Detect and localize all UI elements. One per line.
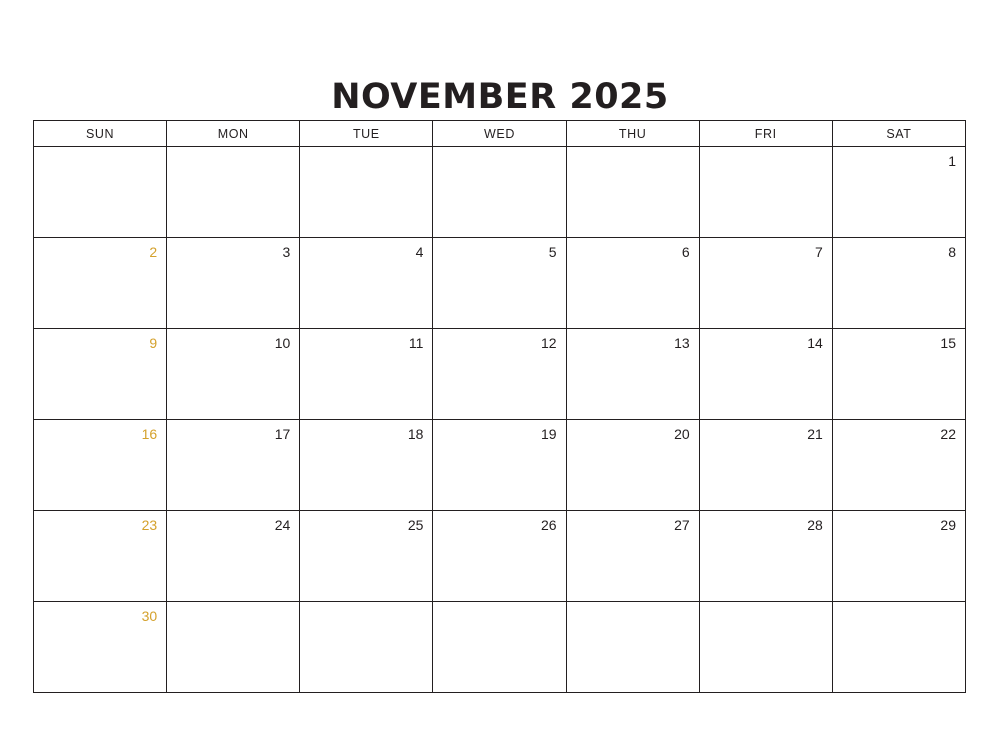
- week-row: [34, 602, 966, 693]
- day-cell[interactable]: [433, 602, 566, 693]
- day-number: 19: [540, 426, 557, 442]
- day-number: 12: [540, 335, 557, 351]
- day-cell[interactable]: [700, 602, 833, 693]
- day-cell[interactable]: [34, 329, 167, 420]
- day-cell[interactable]: [833, 511, 966, 602]
- day-cell[interactable]: [300, 238, 433, 329]
- day-cell[interactable]: [34, 511, 167, 602]
- day-number: 3: [282, 244, 291, 260]
- day-cell[interactable]: [433, 420, 566, 511]
- day-number: 9: [149, 335, 158, 351]
- day-cell[interactable]: [833, 329, 966, 420]
- week-row: [34, 147, 966, 238]
- day-cell[interactable]: [167, 511, 300, 602]
- day-cell[interactable]: [833, 602, 966, 693]
- week-row: [34, 238, 966, 329]
- day-number: 18: [407, 426, 424, 442]
- day-number: 26: [540, 517, 557, 533]
- day-number: 14: [807, 335, 823, 351]
- day-number: 24: [274, 517, 291, 533]
- day-cell[interactable]: [167, 420, 300, 511]
- day-cell[interactable]: [700, 238, 833, 329]
- day-cell[interactable]: [700, 329, 833, 420]
- day-cell[interactable]: [833, 147, 966, 238]
- day-cell[interactable]: [300, 147, 433, 238]
- day-cell[interactable]: [567, 147, 700, 238]
- day-number: 17: [274, 426, 291, 442]
- day-cell[interactable]: [300, 511, 433, 602]
- day-cell[interactable]: [433, 329, 566, 420]
- day-header-mon: MON: [167, 121, 300, 146]
- calendar-weeks: [33, 146, 966, 693]
- day-cell[interactable]: [300, 420, 433, 511]
- day-header-sun: SUN: [34, 121, 167, 146]
- day-number: 6: [681, 244, 690, 260]
- day-number: 29: [940, 517, 956, 533]
- day-number: 25: [407, 517, 424, 533]
- day-number: 5: [548, 244, 557, 260]
- day-number: 20: [674, 426, 690, 442]
- day-number: 16: [141, 426, 158, 442]
- day-number: 8: [948, 244, 956, 260]
- day-cell[interactable]: [567, 420, 700, 511]
- day-number: 10: [274, 335, 291, 351]
- day-cell[interactable]: [433, 511, 566, 602]
- day-number: 1: [948, 153, 956, 169]
- day-cell[interactable]: [567, 329, 700, 420]
- day-number: 2: [149, 244, 158, 260]
- day-cell[interactable]: [34, 420, 167, 511]
- day-number: 27: [674, 517, 690, 533]
- day-header-thu: THU: [567, 121, 700, 146]
- day-number: 23: [141, 517, 158, 533]
- week-row: [34, 420, 966, 511]
- day-header-fri: FRI: [700, 121, 833, 146]
- day-cell[interactable]: [167, 602, 300, 693]
- day-number: 13: [674, 335, 690, 351]
- day-number: 11: [408, 335, 424, 351]
- day-of-week-header-row: [33, 120, 966, 146]
- day-number: 7: [815, 244, 823, 260]
- day-number: 28: [807, 517, 823, 533]
- day-header-wed: WED: [433, 121, 566, 146]
- day-cell[interactable]: [34, 147, 167, 238]
- day-cell[interactable]: [567, 238, 700, 329]
- day-number: 22: [940, 426, 956, 442]
- day-cell[interactable]: [700, 420, 833, 511]
- day-cell[interactable]: [34, 602, 167, 693]
- day-number: 4: [415, 244, 424, 260]
- day-number: 30: [141, 608, 158, 624]
- day-number: 15: [940, 335, 956, 351]
- week-row: [34, 329, 966, 420]
- day-cell[interactable]: [833, 238, 966, 329]
- day-cell[interactable]: [433, 147, 566, 238]
- day-cell[interactable]: [167, 329, 300, 420]
- day-cell[interactable]: [567, 511, 700, 602]
- week-row: [34, 511, 966, 602]
- day-header-sat: SAT: [886, 126, 912, 141]
- day-cell[interactable]: [700, 147, 833, 238]
- day-number: 21: [807, 426, 823, 442]
- day-cell[interactable]: [167, 238, 300, 329]
- day-cell[interactable]: [167, 147, 300, 238]
- calendar-grid: [33, 120, 966, 693]
- day-cell[interactable]: [34, 238, 167, 329]
- day-cell[interactable]: [300, 602, 433, 693]
- day-header-tue: TUE: [300, 121, 433, 146]
- day-cell[interactable]: [700, 511, 833, 602]
- day-cell[interactable]: [433, 238, 566, 329]
- page-title: NOVEMBER 2025: [331, 77, 669, 117]
- day-cell[interactable]: [567, 602, 700, 693]
- day-cell[interactable]: [833, 420, 966, 511]
- day-cell[interactable]: [300, 329, 433, 420]
